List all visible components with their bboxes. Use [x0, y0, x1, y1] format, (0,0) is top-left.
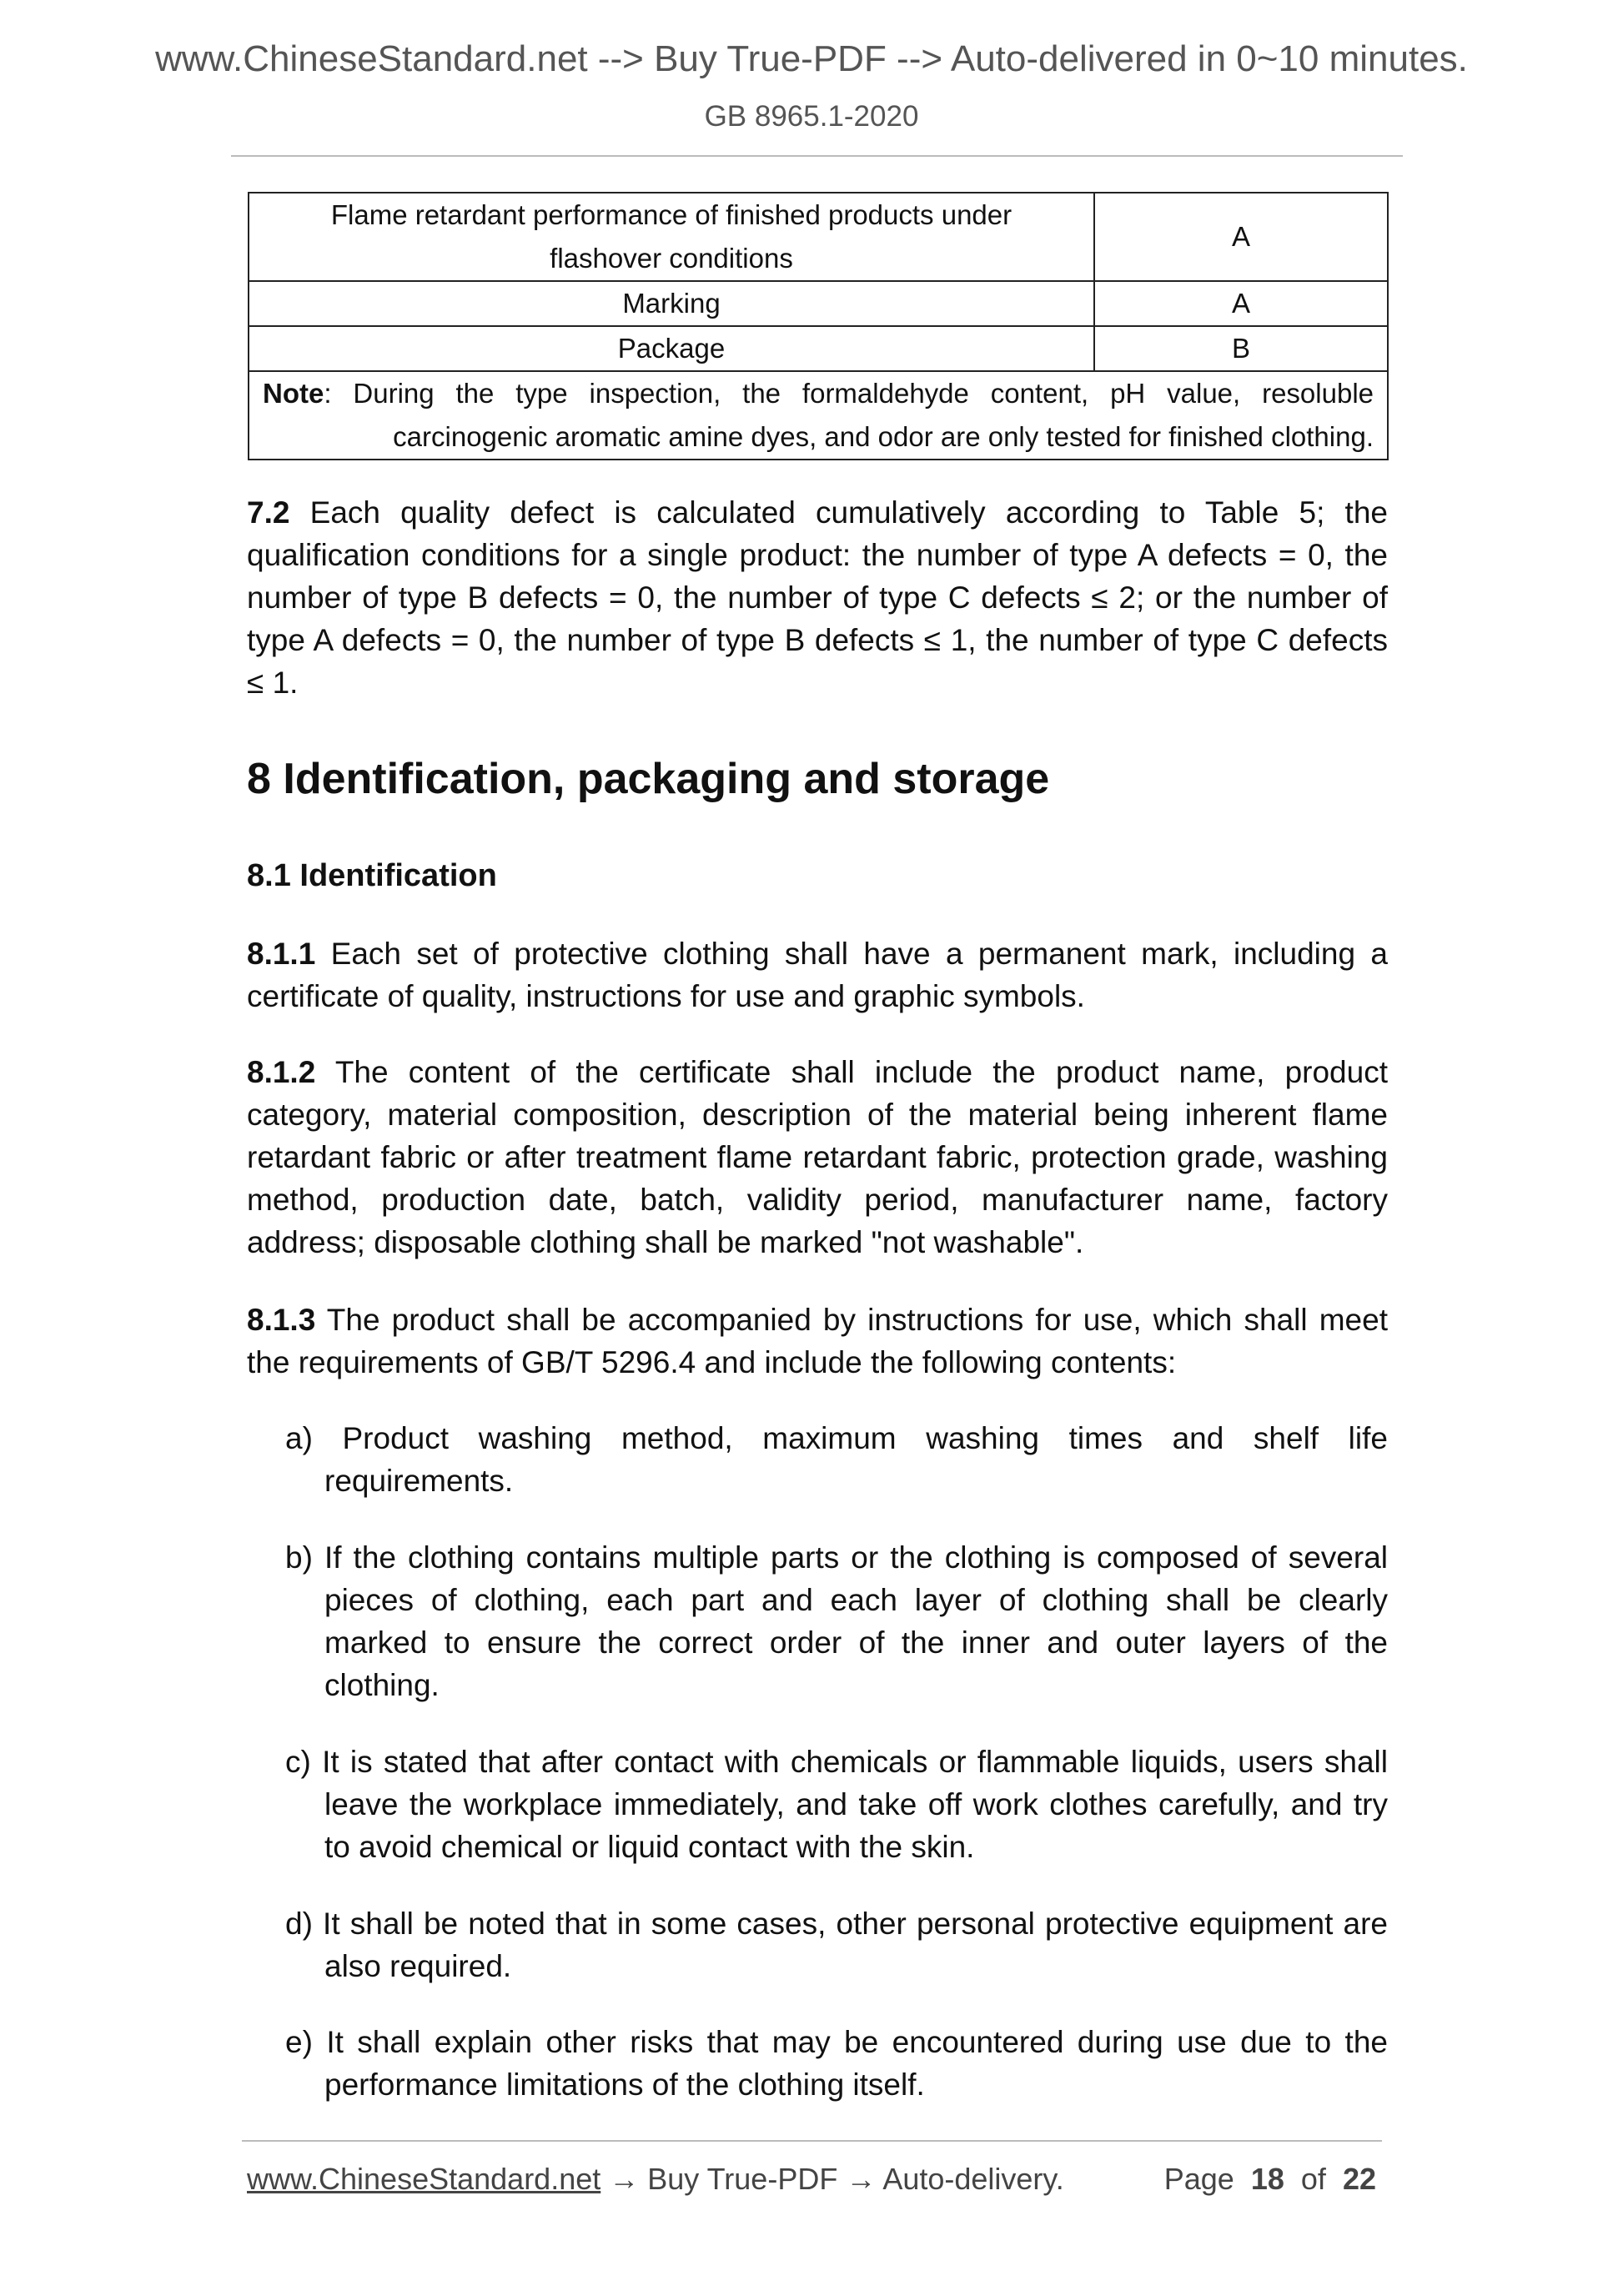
clause-text: The product shall be accompanied by instructions for use, which shall meet the requirements of GB/T 5296.4 and include the following contents: [247, 1303, 1388, 1379]
clause-8-1-2 [247, 1051, 1388, 1264]
subsection-heading-8-1: 8.1 Identification [247, 858, 497, 893]
list-item: e) It shall explain other risks that may be encountered during use due to the performance limitations of the clothing itself. [285, 2025, 1388, 2102]
list-item: c) It is stated that after contact with chemicals or flammable liquids, users shall leave the workplace immediately, and take off work clothes carefully, and try to avoid chemical or liquid contact with the skin. [285, 1745, 1388, 1864]
note-label: Note [263, 378, 324, 409]
clause-number: 8.1.2 [247, 1055, 316, 1089]
page-total: 22 [1342, 2162, 1376, 2196]
clause-text: The content of the certificate shall include the product name, product category, material composition, description of the material being inherent flame retardant fabric or after treatment flame retardant fabric, protection grade, washing method, production date, batch, validity period, manufacturer name, factory address; disposable clothing shall be marked "not washable". [247, 1055, 1388, 1259]
note-text-2: carcinogenic aromatic amine dyes, and odor are only tested for finished clothing. [393, 421, 1374, 452]
page-indicator [1164, 2162, 1376, 2197]
footer-text: → Buy True-PDF → Auto-delivery. [600, 2162, 1064, 2196]
item-cell: Marking [249, 281, 1094, 326]
list-item: a) Product washing method, maximum washing times and shelf life requirements. [285, 1421, 1388, 1498]
footer-link[interactable]: www.ChineseStandard.net [247, 2162, 601, 2196]
clause-text: Each set of protective clothing shall have a permanent mark, including a certificate of quality, instructions for use and graphic symbols. [247, 937, 1388, 1013]
class-cell: A [1094, 193, 1388, 281]
page-label: Page [1163, 2162, 1234, 2196]
class-cell: B [1094, 326, 1388, 371]
clause-number: 8.1.1 [247, 937, 316, 971]
table-note-row [249, 371, 1388, 460]
class-cell: A [1094, 281, 1388, 326]
header-divider [231, 155, 1403, 157]
section-heading-8: 8 Identification, packaging and storage [247, 755, 1050, 803]
table-row [249, 326, 1388, 371]
clause-7-2 [247, 491, 1388, 704]
item-cell: Flame retardant performance of finished products under flashover conditions [249, 193, 1094, 281]
document-id: GB 8965.1-2020 [704, 100, 919, 133]
clause-number: 8.1.3 [247, 1303, 316, 1337]
clause-8-1-3 [247, 1299, 1388, 1384]
footer-promo [247, 2162, 1064, 2197]
table-note [249, 371, 1388, 460]
inspection-table [248, 192, 1389, 460]
page-number: 18 [1250, 2162, 1284, 2196]
list-item: b) If the clothing contains multiple parts or the clothing is composed of several pieces of clothing, each part and each layer of clothing shall be clearly marked to ensure the correct order of the inner and outer layers of the clothing. [285, 1540, 1388, 1702]
table-row [249, 193, 1388, 281]
of-label: of [1300, 2162, 1326, 2196]
item-cell: Package [249, 326, 1094, 371]
list-item: d) It shall be noted that in some cases, other personal protective equipment are also required. [285, 1907, 1388, 1983]
table-row [249, 281, 1388, 326]
clause-text: Each quality defect is calculated cumulatively according to Table 5; the qualification conditions for a single product: the number of type A defects = 0, the number of type B defects = 0, the number of type C defects ≤ 2; or the number of type A defects = 0, the number of type B defects ≤ 1, the number of type C defects ≤ 1. [247, 495, 1388, 700]
clause-number: 7.2 [247, 495, 290, 530]
footer-divider [242, 2140, 1382, 2142]
note-text: : During the type inspection, the formaldehyde content, pH value, resoluble [324, 378, 1374, 409]
header-banner: www.ChineseStandard.net --> Buy True-PDF --> Auto-delivered in 0~10 minutes. [155, 38, 1468, 79]
clause-8-1-1 [247, 932, 1388, 1017]
